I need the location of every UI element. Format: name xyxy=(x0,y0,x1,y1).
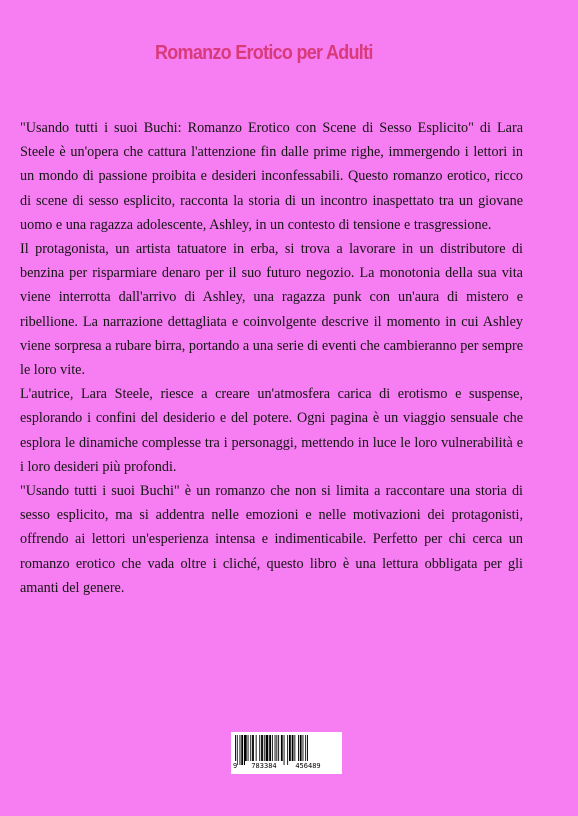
barcode-digit-prefix: 9 xyxy=(233,762,238,770)
barcode-digit-group: 783384 xyxy=(245,761,283,772)
isbn-barcode xyxy=(231,732,342,774)
blurb-paragraph: Il protagonista, un artista tatuatore in erba, si trova a lavorare in un distributore di benzina per risparmiare denaro per il suo futuro negozio. La monotonia della sua vita viene interrotta dall'arrivo di Ashley, una ragazza punk con un'aura di mistero e ribellione. La narrazione dettagliata e coinvolgente descrive il momento in cui Ashley viene sorpresa a rubare birra, portando a una serie di eventi che cambieranno per sempre le loro vite. xyxy=(20,241,523,379)
blurb-text xyxy=(20,116,523,600)
cover-title: Romanzo Erotico per Adulti xyxy=(155,42,373,64)
blurb-paragraph: "Usando tutti i suoi Buchi" è un romanzo che non si limita a raccontare una storia di sesso esplicito, ma si addentra nelle emozioni e nelle motivazioni dei protagonisti, offrendo ai lettori un'esperienza intensa e indimenticabile. Perfetto per chi cerca un romanzo erotico che vada oltre i cliché, questo libro è una lettura obbligata per gli amanti del genere. xyxy=(20,483,523,596)
barcode-digits xyxy=(231,761,342,772)
blurb-paragraph: L'autrice, Lara Steele, riesce a creare un'atmosfera carica di erotismo e suspense, esplorando i confini del desiderio e del potere. Ogni pagina è un viaggio sensuale che esplora le dinamiche complesse tra i personaggi, mettendo in luce le loro vulnerabilità e i loro desideri più profondi. xyxy=(20,386,523,475)
barcode-digit-group: 456489 xyxy=(289,761,327,772)
blurb-paragraph: "Usando tutti i suoi Buchi: Romanzo Erotico con Scene di Sesso Esplicito" di Lara Steele è un'opera che cattura l'attenzione fin dalle prime righe, immergendo i lettori in un mondo di passione proibita e desideri inconfessabili. Questo romanzo erotico, ricco di scene di sesso esplicito, racconta la storia di un incontro inaspettato tra un giovane uomo e una ragazza adolescente, Ashley, in un contesto di tensione e trasgressione. xyxy=(20,120,523,233)
